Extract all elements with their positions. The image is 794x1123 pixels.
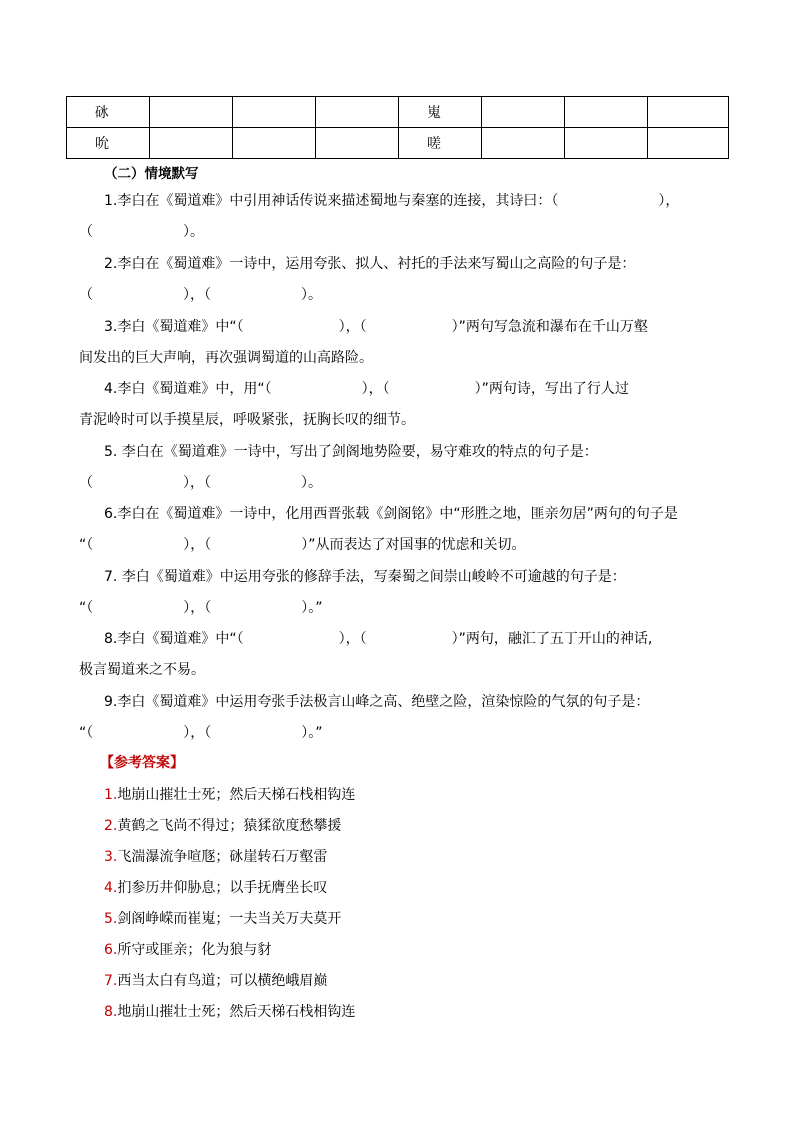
question-4 (79, 374, 729, 436)
question-text: （ (79, 475, 93, 491)
answer-text: 西当太白有鸟道；可以横绝峨眉巅 (117, 973, 328, 989)
answer-item (104, 877, 327, 897)
question-text: ）。” (301, 725, 323, 741)
question-text: ）”从而表达了对国事的忧虑和关切。 (301, 537, 526, 553)
question-text: ），（ (338, 631, 367, 647)
question-5 (79, 437, 729, 499)
table-cell-char: 嗟 (399, 128, 482, 159)
question-text: “（ (79, 725, 94, 741)
answer-item (104, 939, 271, 959)
question-text: 极言蜀道来之不易。 (79, 662, 205, 678)
answer-text: 飞湍瀑流争喧豗；砯崖转石万壑雷 (117, 849, 328, 865)
answer-text: 黄鹤之飞尚不得过；猿猱欲度愁攀援 (117, 818, 342, 834)
question-text: （ (79, 287, 93, 303)
question-text: 9.李白《蜀道难》中运用夸张手法极言山峰之高、绝壁之险，渲染惊险的气氛的句子是： (104, 694, 650, 710)
question-9 (79, 687, 729, 749)
table-cell-blank (565, 97, 648, 128)
question-text: ）。 (301, 475, 322, 491)
table-cell-blank (565, 128, 648, 159)
answer-number: 4. (104, 880, 118, 896)
answer-item (104, 815, 341, 835)
question-text: ）”两句，融汇了五丁开山的神话, (451, 631, 653, 647)
table-cell-blank (482, 97, 565, 128)
question-text: ）”两句诗，写出了行人过 (474, 381, 629, 397)
question-text: 间发出的巨大声响，再次强调蜀道的山高路险。 (79, 350, 373, 366)
question-text: ），（ (361, 381, 390, 397)
question-text: 3.李白《蜀道难》中“（ (104, 319, 244, 335)
question-text: 青泥岭时可以手摸星辰，呼吸紧张，抚胸长叹的细节。 (79, 412, 415, 428)
answer-number: 2. (104, 818, 118, 834)
answer-item (104, 846, 327, 866)
table-cell-blank (150, 128, 233, 159)
question-text: ），（ (183, 725, 212, 741)
section-heading: （二）情境默写 (104, 166, 199, 182)
answer-number: 5. (104, 911, 118, 927)
question-1 (79, 186, 729, 248)
question-3 (79, 312, 729, 374)
answer-number: 6. (104, 942, 118, 958)
answer-item (104, 1001, 355, 1021)
question-text: 1.李白在《蜀道难》中引用神话传说来描述蜀地与秦塞的连接，其诗曰：（ (104, 193, 559, 209)
question-text: “（ (79, 600, 94, 616)
question-text: ）”两句写急流和瀑布在千山万壑 (451, 319, 648, 335)
question-text: ），（ (183, 600, 212, 616)
question-text: 8.李白《蜀道难》中“（ (104, 631, 244, 647)
question-text: （ (79, 224, 93, 240)
table-cell-char: 砯 (67, 97, 150, 128)
character-table (66, 96, 729, 159)
question-text: ）。” (301, 600, 323, 616)
answer-text: 地崩山摧壮士死；然后天梯石栈相钩连 (117, 1004, 356, 1020)
table-cell-char: 嵬 (399, 97, 482, 128)
question-text: 7. 李白《蜀道难》中运用夸张的修辞手法，写秦蜀之间崇山峻岭不可逾越的句子是： (104, 569, 626, 585)
answer-text: 地崩山摧壮士死；然后天梯石栈相钩连 (117, 787, 356, 803)
question-8 (79, 624, 729, 686)
question-6 (79, 499, 729, 561)
answer-text: 所守或匪亲；化为狼与豺 (117, 942, 272, 958)
question-text: ），（ (183, 537, 212, 553)
table-cell-char: 吮 (67, 128, 150, 159)
table-cell-blank (316, 97, 399, 128)
question-text: “（ (79, 537, 94, 553)
table-cell-blank (233, 128, 316, 159)
table-cell-blank (316, 128, 399, 159)
answer-number: 1. (104, 787, 118, 803)
answer-number: 3. (104, 849, 118, 865)
table-cell-blank (233, 97, 316, 128)
question-text: 4.李白《蜀道难》中，用“（ (104, 381, 272, 397)
table-cell-blank (648, 128, 729, 159)
question-text: ），（ (338, 319, 367, 335)
table-cell-blank (648, 97, 729, 128)
question-text: ）， (658, 193, 680, 209)
table-row (67, 97, 729, 128)
table-cell-blank (150, 97, 233, 128)
question-2 (79, 249, 729, 311)
table-row (67, 128, 729, 159)
answer-item (104, 784, 355, 804)
answer-number: 7. (104, 973, 118, 989)
question-text: ），（ (183, 475, 211, 491)
answer-text: 扪参历井仰胁息；以手抚膺坐长叹 (117, 880, 328, 896)
answer-text: 剑阁峥嵘而崔嵬；一夫当关万夫莫开 (117, 911, 342, 927)
answers-title: 【参考答案】 (100, 755, 184, 771)
answer-item (104, 970, 327, 990)
question-7 (79, 562, 729, 624)
question-text: ）。 (183, 224, 204, 240)
answer-item (104, 908, 341, 928)
question-text: 5. 李白在《蜀道难》一诗中，写出了剑阁地势险要，易守难攻的特点的句子是： (104, 444, 598, 460)
question-text: 6.李白在《蜀道难》一诗中，化用西晋张载《剑阁铭》中“形胜之地，匪亲勿居”两句的句子是 (104, 506, 678, 522)
answer-number: 8. (104, 1004, 118, 1020)
table-cell-blank (482, 128, 565, 159)
question-text: ）。 (301, 287, 322, 303)
question-text: 2.李白在《蜀道难》一诗中，运用夸张、拟人、衬托的手法来写蜀山之高险的句子是： (104, 256, 636, 272)
question-text: ），（ (183, 287, 211, 303)
